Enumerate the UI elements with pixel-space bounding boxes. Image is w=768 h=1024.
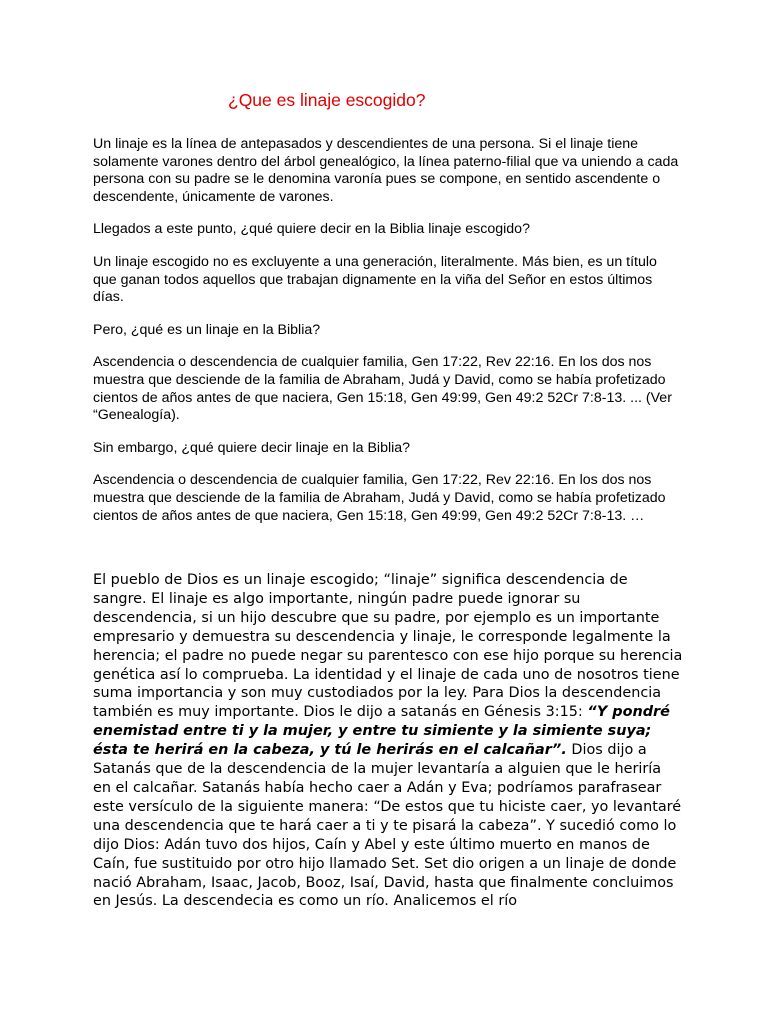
intro-section [93, 136, 683, 540]
paragraph-definition: Un linaje es la línea de antepasados y descendientes de una persona. Si el linaje tiene solamente varones dentro del árbol genealógico, la línea paterno-filial que va uniendo a cada persona con su padre se le denomina varonía pues se compone, en sentido ascendente o descendente, únicamente de varones. [93, 136, 679, 205]
paragraph-ascendencia-2: Ascendencia o descendencia de cualquier familia, Gen 17:22, Rev 22:16. En los dos nos muestra que desciende de la familia de Abraham, Judá y David, como se había profetizado cientos de años antes de que naciera, Gen 15:18, Gen 49:99, Gen 49:2 52Cr 7:8-13. … [93, 472, 666, 524]
page-title: ¿Que es linaje escogido? [228, 90, 426, 110]
body-text-before-quote: El pueblo de Dios es un linaje escogido; “linaje” significa descendencia de sangre. El linaje es algo importante, ningún padre puede ignorar su descendencia, si un hijo descubre que su padre, por ejemplo es un importante empresario y demuestra su descendencia y linaje, le corresponde legalmente la herencia; el padre no puede negar su parentesco con ese hijo porque su herencia genética así lo comprueba. La identidad y el linaje de cada uno de nosotros tiene suma importancia y son muy custodiados por la ley. Para Dios la descendencia también es muy importante. Dios le dijo a satanás en Génesis 3:15: [93, 572, 683, 721]
paragraph-linaje-escogido: Un linaje escogido no es excluyente a una generación, literalmente. Más bien, es un título que ganan todos aquellos que trabajan dignamente en la viña del Señor en estos últimos días. [93, 253, 657, 306]
body-text-after-quote: Dios dijo a Satanás que de la descendencia de la mujer levantaría a alguien que le heriría en el calcañar. Satanás había hecho caer a Adán y Eva; podríamos parafrasear este versículo de la siguiente manera: “De estos que tu hiciste caer, yo levantaré una descendencia que te hará caer a ti y te pisará la cabeza”. Y sucedió como lo dijo Dios: Adán tuvo dos hijos, Caín y Abel y este último muerto en manos de Caín, fue sustituido por otro hijo llamado Set. Set dio origen a un linaje de donde nació Abraham, Isaac, Jacob, Booz, Isaí, David, hasta que finalmente concluimos en Jesús. La descendecia es como un río. Analicemos el río [93, 742, 682, 910]
paragraph-pueblo-de-dios [93, 571, 683, 911]
paragraph-question-sin-embargo: Sin embargo, ¿qué quiere decir linaje en la Biblia? [93, 439, 411, 456]
body-section [93, 571, 683, 911]
genesis-quote: “Y pondré enemistad entre ti y la mujer, y entre tu simiente y la simiente suya; ésta te herirá en la cabeza, y tú le herirás en el calcañar”. [93, 704, 670, 759]
paragraph-ascendencia-1: Ascendencia o descendencia de cualquier familia, Gen 17:22, Rev 22:16. En los dos nos muestra que desciende de la familia de Abraham, Judá y David, como se había profetizado cientos de años antes de que naciera, Gen 15:18, Gen 49:99, Gen 49:2 52Cr 7:8-13. ... (Ver “Genealogía). [93, 354, 672, 424]
paragraph-question-escogido: Llegados a este punto, ¿qué quiere decir en la Biblia linaje escogido? [93, 221, 530, 238]
paragraph-question-biblia: Pero, ¿qué es un linaje en la Biblia? [93, 321, 321, 338]
